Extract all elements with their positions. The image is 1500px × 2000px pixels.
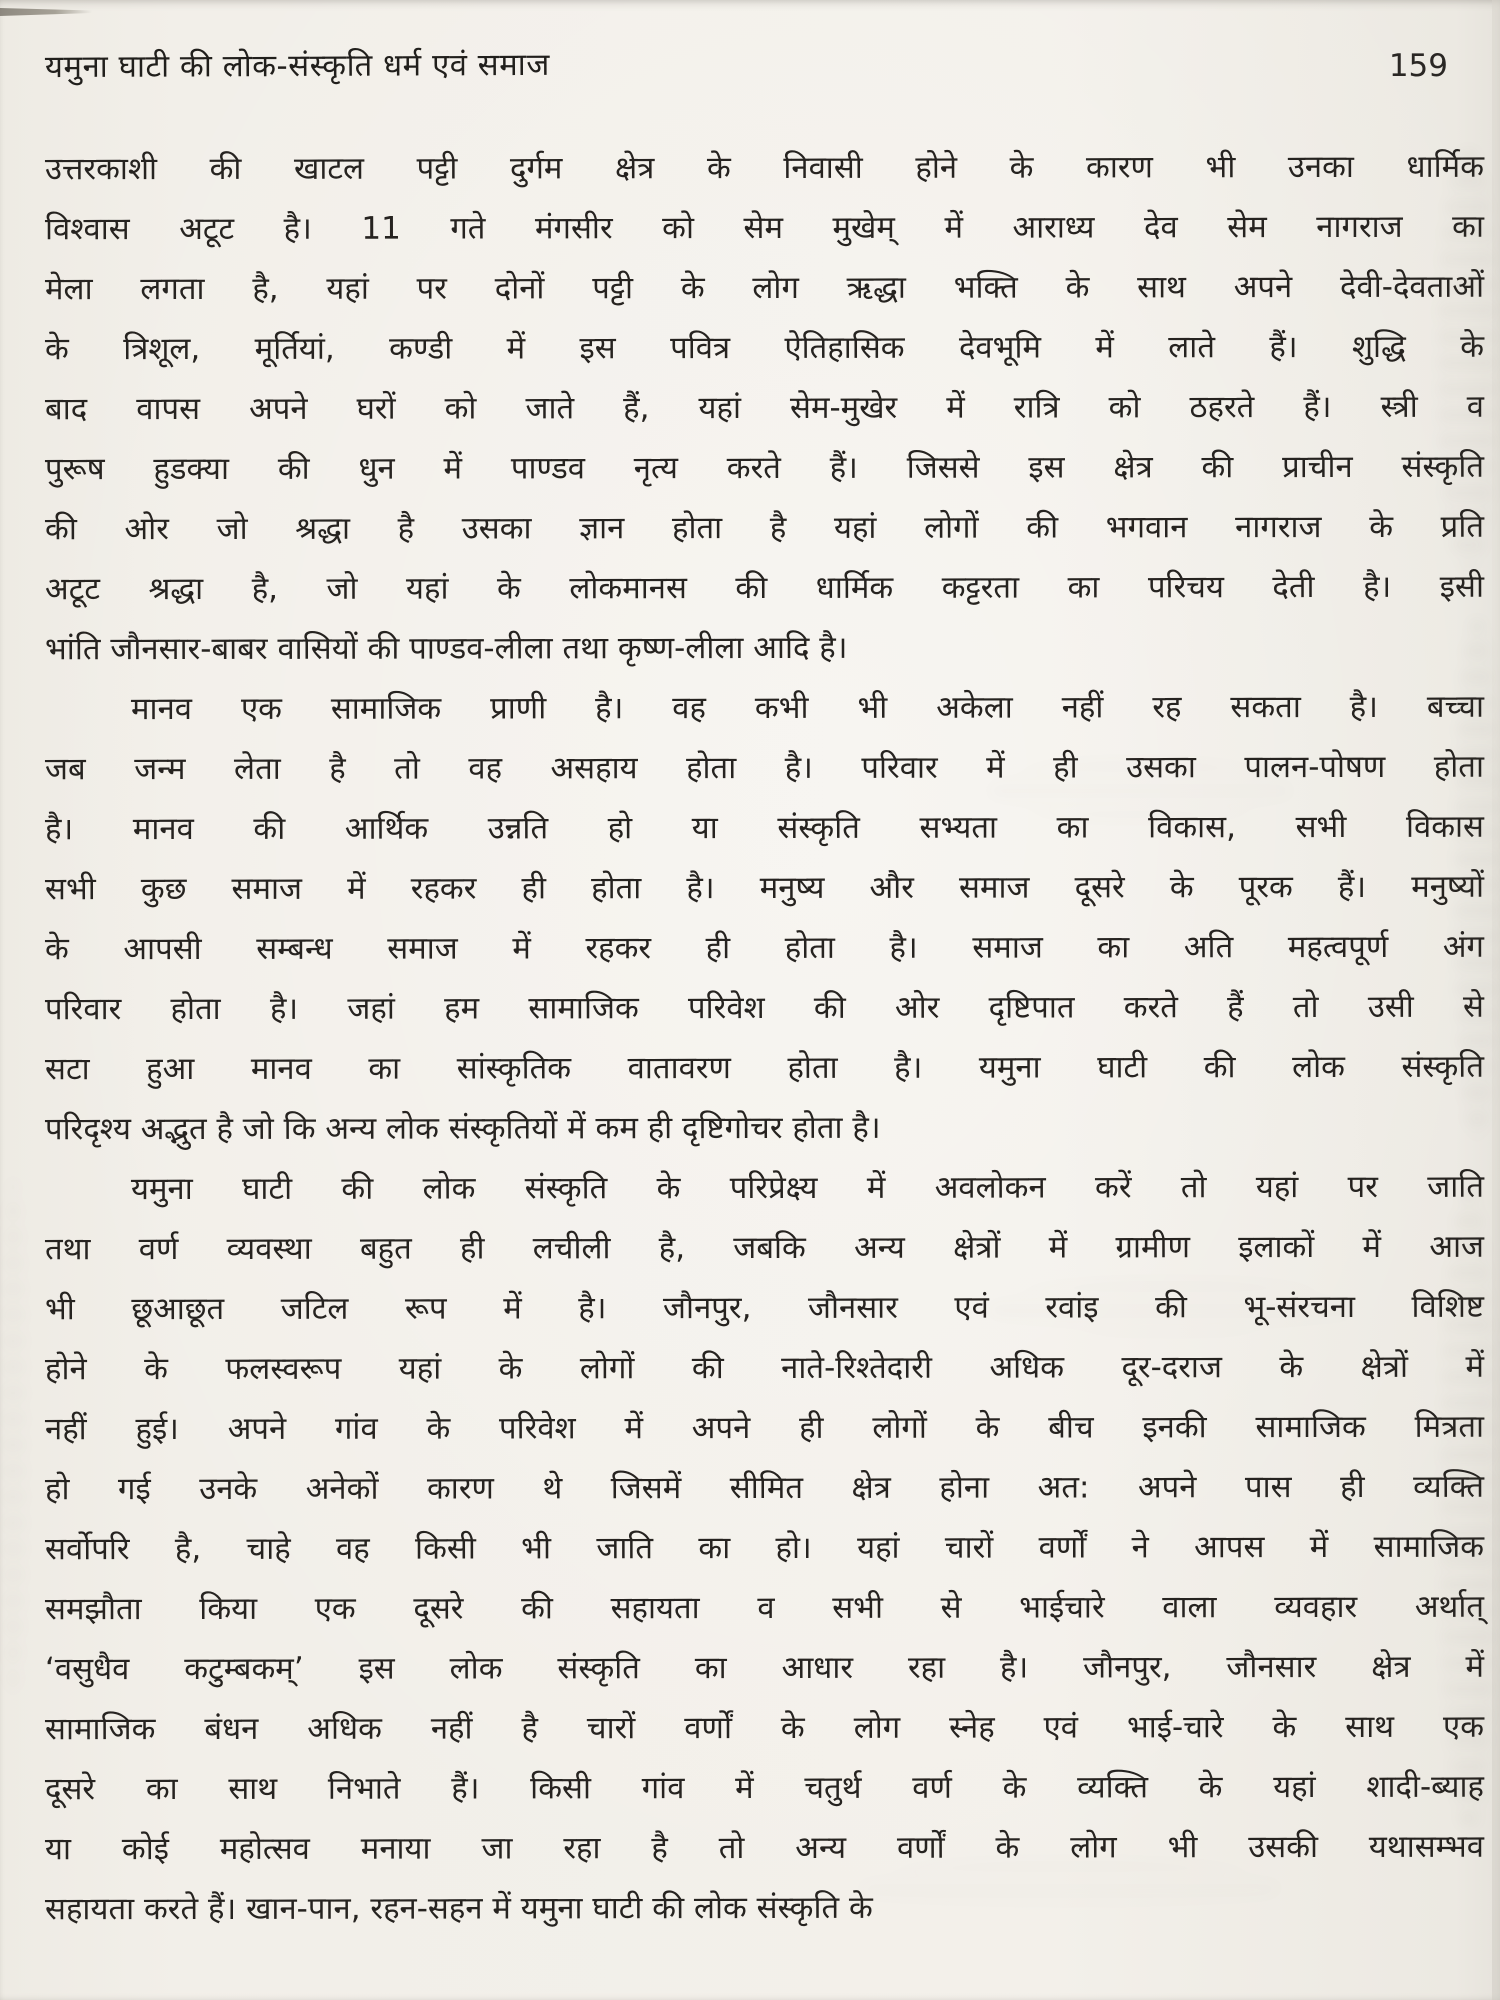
- text-line: भी छूआछूत जटिल रूप में है। जौनपुर, जौनसार एवं रवांइ की भू-संरचना विशिष्ट: [44, 1288, 1485, 1328]
- text-line: नहीं हुई। अपने गांव के परिवेश में अपने ही लोगों के बीच इनकी सामाजिक मित्रता: [44, 1408, 1485, 1448]
- text-line: मानव एक सामाजिक प्राणी है। वह कभी भी अकेला नहीं रह सकता है। बच्चा: [130, 688, 1485, 728]
- text-line: सहायता करते हैं। खान-पान, रहन-सहन में यमुना घाटी की लोक संस्कृति के: [44, 1889, 873, 1928]
- text-line: हो गई उनके अनेकों कारण थे जिसमें सीमित क्षेत्र होना अत: अपने पास ही व्यक्ति: [44, 1468, 1485, 1508]
- text-line: सामाजिक बंधन अधिक नहीं है चारों वर्णों के लोग स्नेह एवं भाई-चारे के साथ एक: [44, 1708, 1485, 1748]
- text-line: ‘वसुधैव कटुम्बकम्’ इस लोक संस्कृति का आधार रहा है। जौनपुर, जौनसार क्षेत्र में: [44, 1648, 1485, 1688]
- text-line: परिवार होता है। जहां हम सामाजिक परिवेश की ओर दृष्टिपात करते हैं तो उसी से: [44, 988, 1485, 1028]
- text-line: के त्रिशूल, मूर्तियां, कण्डी में इस पवित्र ऐतिहासिक देवभूमि में लाते हैं। शुद्धि के: [44, 328, 1485, 368]
- text-line: समझौता किया एक दूसरे की सहायता व सभी से भाईचारे वाला व्यवहार अर्थात्: [44, 1588, 1485, 1628]
- text-line: विश्वास अटूट है। 11 गते मंगसीर को सेम मुखेम् में आराध्य देव सेम नागराज का: [44, 208, 1485, 248]
- paragraph: [45, 138, 1484, 678]
- scan-edge-artifact: [0, 6, 92, 16]
- text-line: या कोई महोत्सव मनाया जा रहा है तो अन्य वर्णों के लोग भी उसकी यथासम्भव: [44, 1828, 1485, 1868]
- text-line: के आपसी सम्बन्ध समाज में रहकर ही होता है। समाज का अति महत्वपूर्ण अंग: [44, 928, 1485, 968]
- page-header: [45, 44, 1448, 86]
- paragraph: [45, 1158, 1484, 1938]
- text-line: तथा वर्ण व्यवस्था बहुत ही लचीली है, जबकि अन्य क्षेत्रों में ग्रामीण इलाकों में आज: [44, 1228, 1485, 1268]
- running-title: यमुना घाटी की लोक-संस्कृति धर्म एवं समाज: [44, 46, 550, 86]
- text-line: सटा हुआ मानव का सांस्कृतिक वातावरण होता है। यमुना घाटी की लोक संस्कृति: [44, 1048, 1485, 1088]
- text-line: पुरूष हुडक्या की धुन में पाण्डव नृत्य करते हैं। जिससे इस क्षेत्र की प्राचीन संस्कृति: [44, 448, 1485, 488]
- content: [45, 138, 1484, 1938]
- text-line: भांति जौनसार-बाबर वासियों की पाण्डव-लीला तथा कृष्ण-लीला आदि है।: [44, 629, 848, 668]
- page-number: 159: [1388, 48, 1448, 84]
- text-line: उत्तरकाशी की खाटल पट्टी दुर्गम क्षेत्र के निवासी होने के कारण भी उनका धार्मिक: [44, 148, 1485, 188]
- text-line: परिदृश्य अद्भुत है जो कि अन्य लोक संस्कृतियों में कम ही दृष्टिगोचर होता है।: [44, 1109, 881, 1148]
- paragraph: [45, 678, 1484, 1158]
- text-line: सभी कुछ समाज में रहकर ही होता है। मनुष्य और समाज दूसरे के पूरक हैं। मनुष्यों: [44, 868, 1485, 908]
- text-line: यमुना घाटी की लोक संस्कृति के परिप्रेक्ष्य में अवलोकन करें तो यहां पर जाति: [130, 1168, 1485, 1208]
- text-line: होने के फलस्वरूप यहां के लोगों की नाते-रिश्तेदारी अधिक दूर-दराज के क्षेत्रों में: [44, 1348, 1485, 1388]
- text-line: बाद वापस अपने घरों को जाते हैं, यहां सेम-मुखेर में रात्रि को ठहरते हैं। स्त्री व: [44, 388, 1485, 428]
- page-edge-shadow: [1492, 0, 1500, 2000]
- text-line: जब जन्म लेता है तो वह असहाय होता है। परिवार में ही उसका पालन-पोषण होता: [44, 748, 1485, 788]
- text-line: अटूट श्रद्धा है, जो यहां के लोकमानस की धार्मिक कट्टरता का परिचय देती है। इसी: [44, 568, 1485, 608]
- text-line: सर्वोपरि है, चाहे वह किसी भी जाति का हो। यहां चारों वर्णों ने आपस में सामाजिक: [44, 1528, 1485, 1568]
- bleed-through-artifact: [0, 1180, 26, 1700]
- text-line: है। मानव की आर्थिक उन्नति हो या संस्कृति सभ्यता का विकास, सभी विकास: [44, 808, 1485, 848]
- text-line: मेला लगता है, यहां पर दोनों पट्टी के लोग ऋद्धा भक्ति के साथ अपने देवी-देवताओं: [44, 268, 1485, 308]
- text-line: की ओर जो श्रद्धा है उसका ज्ञान होता है यहां लोगों की भगवान नागराज के प्रति: [44, 508, 1485, 548]
- text-line: दूसरे का साथ निभाते हैं। किसी गांव में चतुर्थ वर्ण के व्यक्ति के यहां शादी-ब्याह: [44, 1768, 1485, 1808]
